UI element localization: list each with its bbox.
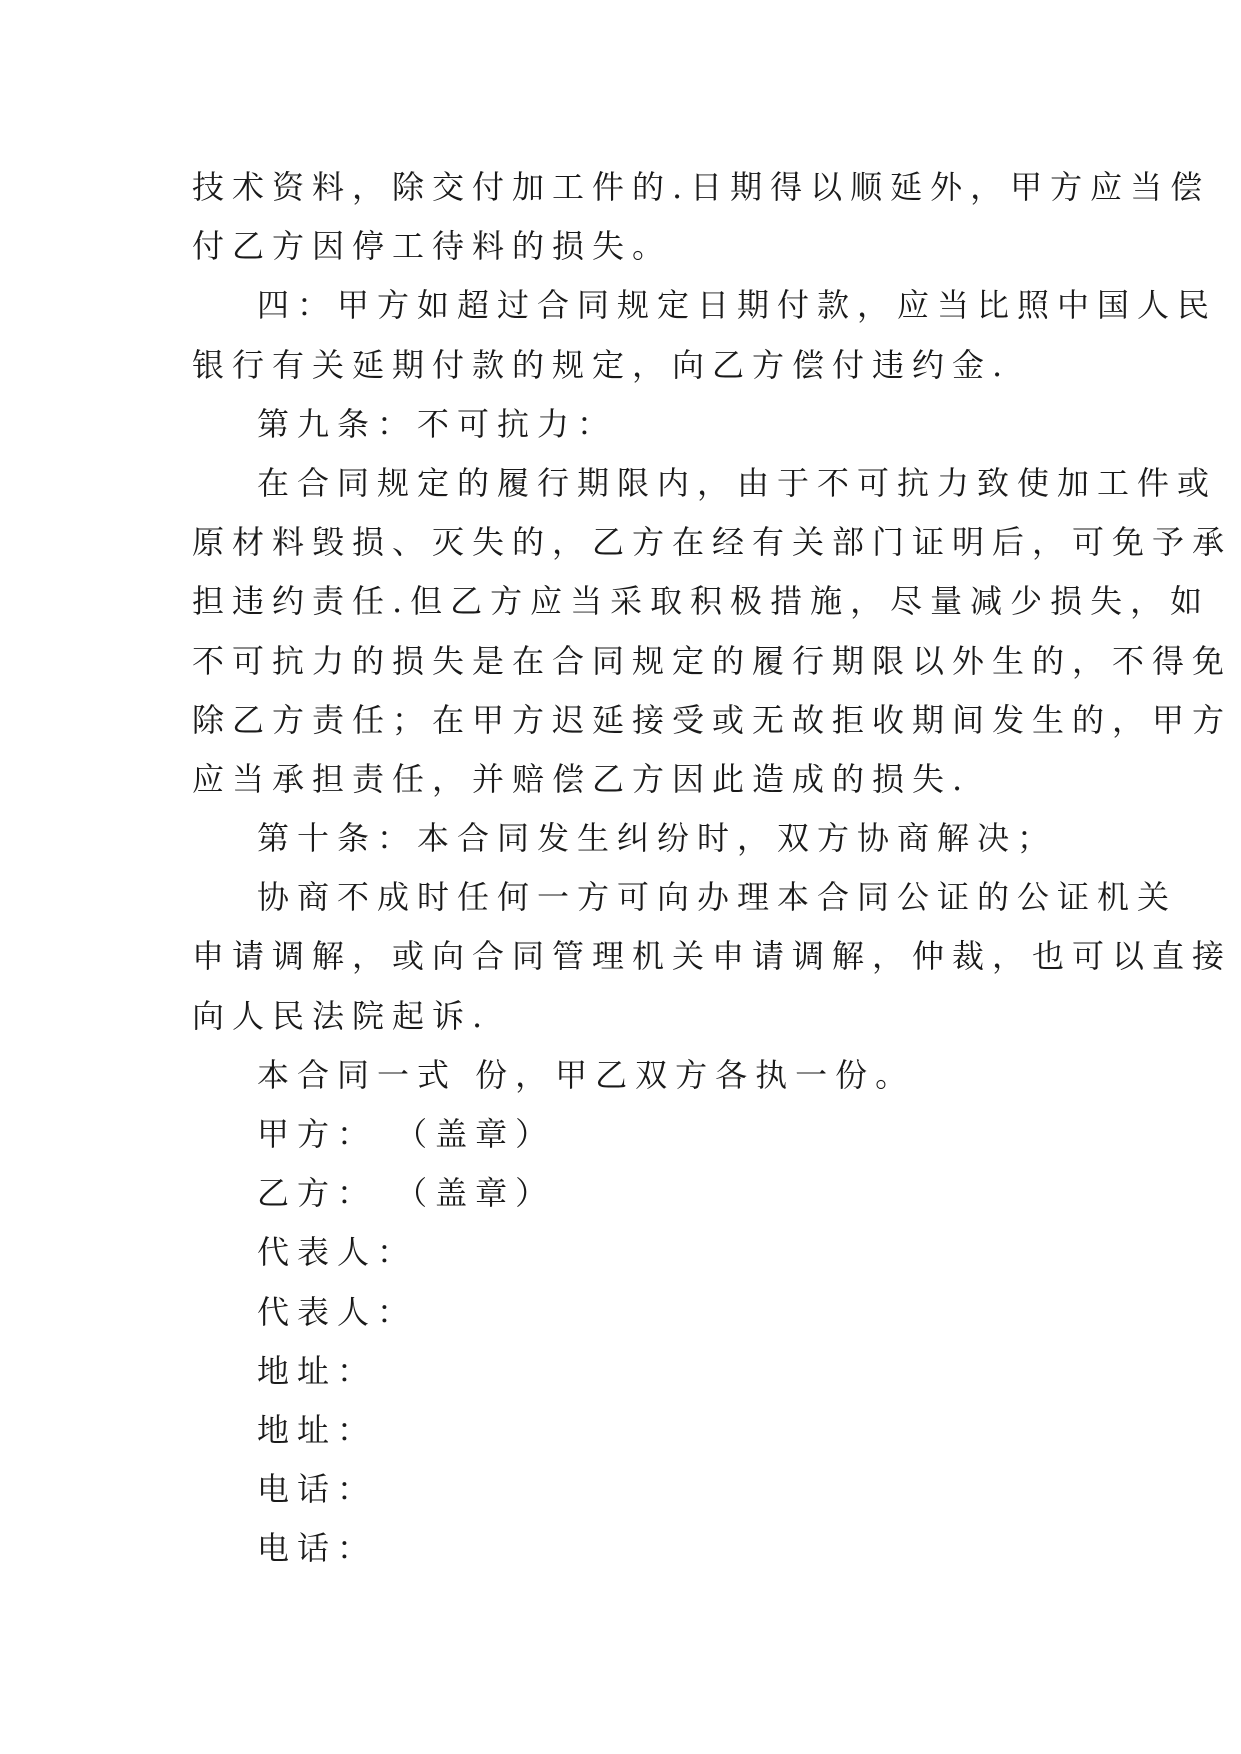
text-line: 技术资料，除交付加工件的.日期得以顺延外，甲方应当偿 (192, 168, 1211, 206)
representative-field: 代表人： (257, 1233, 418, 1272)
text-line: 不可抗力的损失是在合同规定的履行期限以外生的，不得免 (192, 641, 1233, 680)
party-a-seal: 甲方： （盖章） (257, 1115, 556, 1153)
article-ten-heading: 第十条：本合同发生纠纷时，双方协商解决； (257, 819, 1058, 858)
text-line: 除乙方责任；在甲方迟延接受或无故拒收期间发生的，甲方 (192, 700, 1233, 739)
address-field: 地址： (257, 1351, 378, 1390)
text-line: 担违约责任.但乙方应当采取积极措施，尽量减少损失，如 (192, 582, 1211, 621)
text-line: 应当承担责任，并赔偿乙方因此造成的损失. (192, 759, 971, 798)
text-line: 付乙方因停工待料的损失。 (192, 227, 673, 266)
contract-body (192, 158, 1233, 1579)
text-line: 原材料毁损、灭失的，乙方在经有关部门证明后，可免予承 (192, 523, 1233, 562)
text-line: 协商不成时任何一方可向办理本合同公证的公证机关 (257, 878, 1178, 917)
party-b-seal: 乙方： （盖章） (257, 1174, 556, 1213)
copies-statement: 本合同一式 份，甲乙双方各执一份。 (257, 1055, 916, 1094)
text-line: 向人民法院起诉. (192, 996, 491, 1035)
phone-field: 电话： (257, 1470, 378, 1509)
text-line: 银行有关延期付款的规定，向乙方偿付违约金. (192, 345, 1011, 384)
representative-field: 代表人： (257, 1292, 418, 1331)
clause-four-line: 四：甲方如超过合同规定日期付款，应当比照中国人民 (257, 286, 1218, 325)
article-nine-heading: 第九条：不可抗力： (257, 404, 618, 443)
text-line: 在合同规定的履行期限内，由于不可抗力致使加工件或 (257, 463, 1218, 502)
address-field: 地址： (257, 1410, 378, 1449)
phone-field: 电话： (257, 1529, 378, 1568)
text-line: 申请调解，或向合同管理机关申请调解，仲裁，也可以直接 (192, 937, 1233, 976)
